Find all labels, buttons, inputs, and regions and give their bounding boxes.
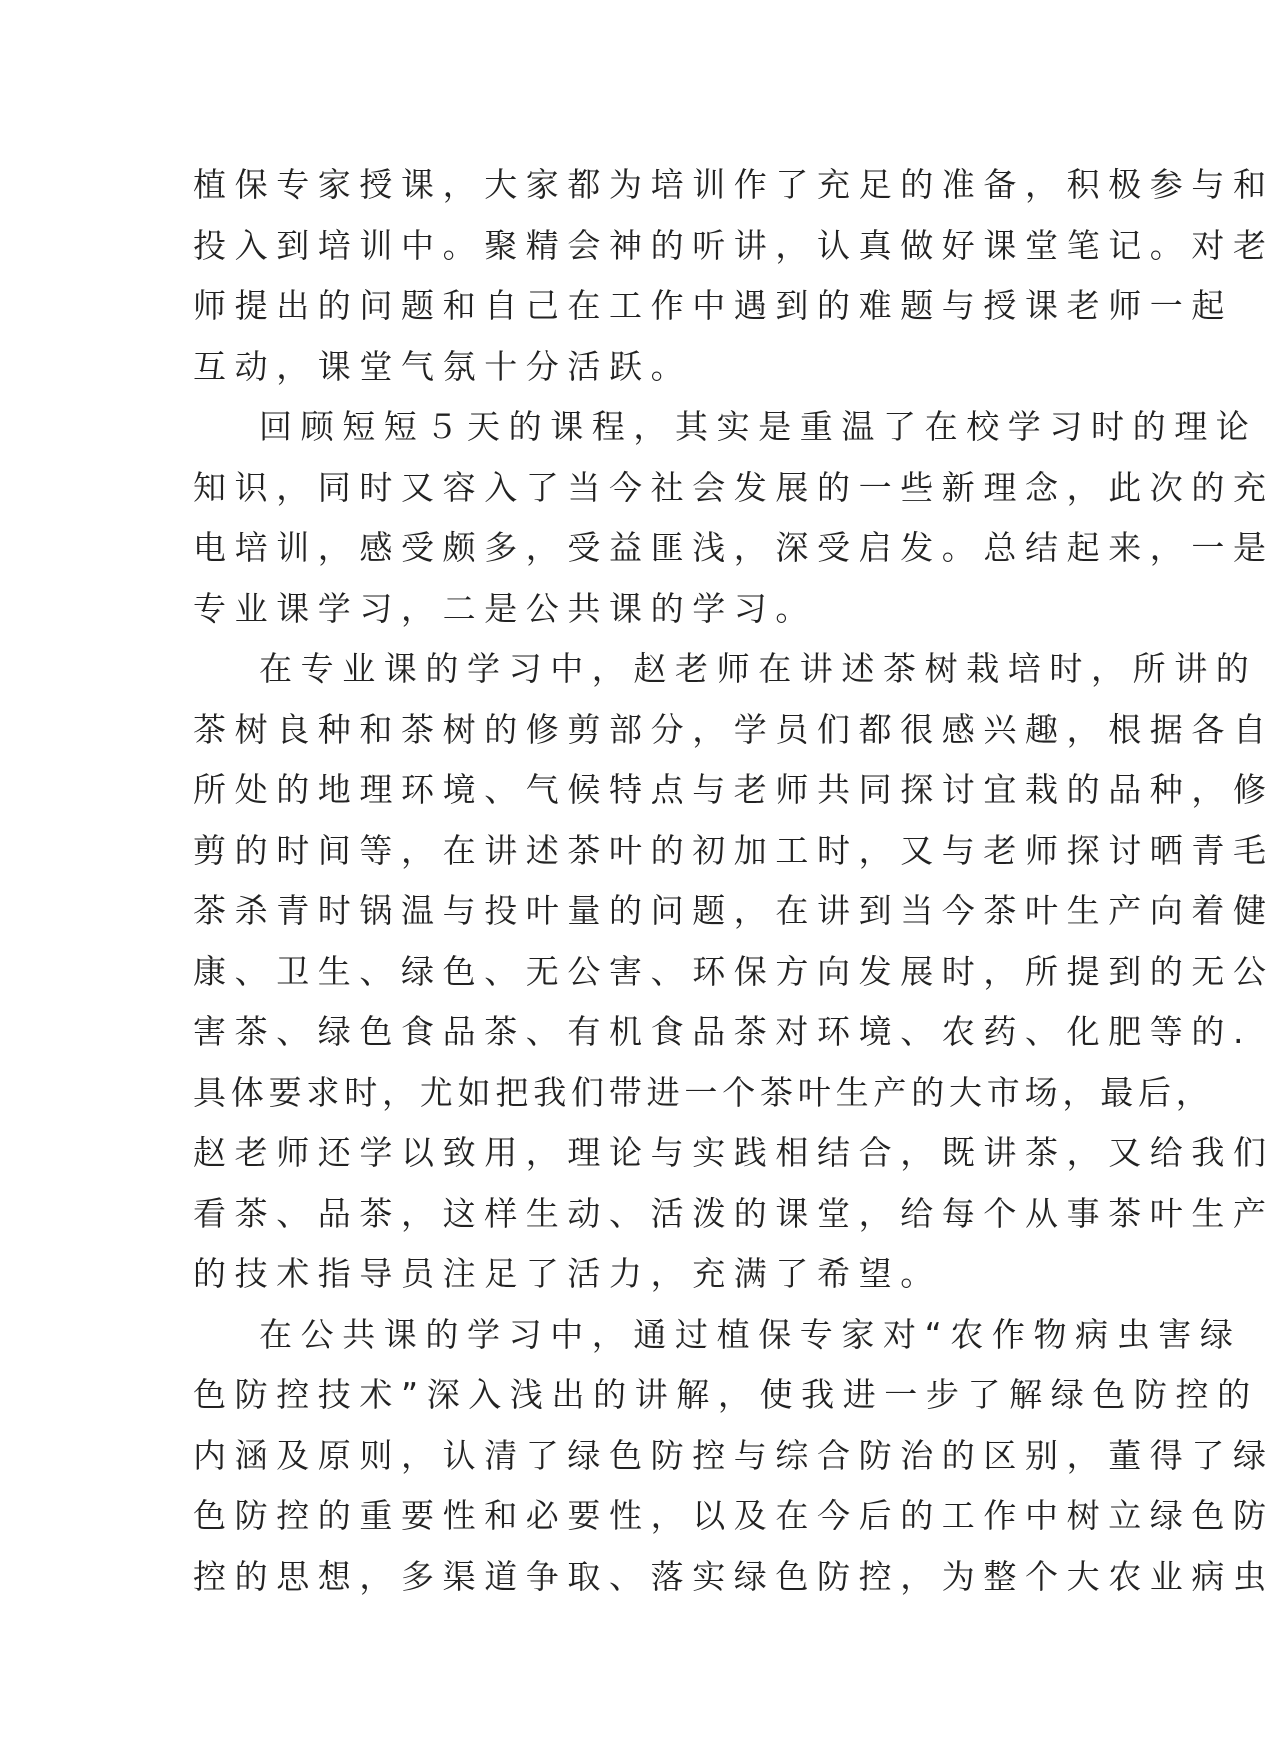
paragraph-first-line: 回顾短短５天的课程，其实是重温了在校学习时的理论: [259, 407, 1258, 446]
text-line: 互动，课堂气氛十分活跃。: [193, 346, 693, 386]
text-line: 茶树良种和茶树的修剪部分，学员们都很感兴趣，根据各自: [193, 709, 1275, 749]
paragraph-first-line: 在公共课的学习中，通过植保专家对“农作物病虫害绿: [259, 1314, 1242, 1354]
text-line: 看茶、品茶，这样生动、活泼的课堂，给每个从事茶叶生产: [193, 1193, 1275, 1233]
document-body: [193, 155, 1275, 1607]
text-line: 色防控的重要性和必要性，以及在今后的工作中树立绿色防: [193, 1496, 1275, 1535]
text-line: 植保专家授课，大家都为培训作了充足的准备，积极参与和: [193, 165, 1275, 204]
text-line: 康、卫生、绿色、无公害、环保方向发展时，所提到的无公: [193, 951, 1275, 991]
text-line: 师提出的问题和自己在工作中遇到的难题与授课老师一起: [193, 286, 1233, 325]
text-line: 专业课学习，二是公共课的学习。: [193, 588, 817, 628]
paragraph-first-line: 在专业课的学习中，赵老师在讲述茶树栽培时，所讲的: [259, 649, 1258, 688]
text-line: 剪的时间等，在讲述茶叶的初加工时，又与老师探讨晒青毛: [193, 830, 1275, 870]
text-line: 色防控技术”深入浅出的讲解，使我进一步了解绿色防控的: [193, 1375, 1259, 1414]
text-line: 具体要求时，尤如把我们带进一个茶叶生产的大市场，最后，: [193, 1072, 1214, 1112]
text-line: 内涵及原则，认清了绿色防控与综合防治的区别，董得了绿: [193, 1435, 1275, 1475]
text-line: 的技术指导员注足了活力，充满了希望。: [193, 1254, 942, 1293]
text-line: 投入到培训中。聚精会神的听讲，认真做好课堂笔记。对老: [193, 225, 1275, 265]
text-line: 控的思想，多渠道争取、落实绿色防控，为整个大农业病虫: [193, 1556, 1275, 1596]
text-line: 电培训，感受颇多，受益匪浅，深受启发。总结起来，一是: [193, 528, 1275, 567]
text-line: 茶杀青时锅温与投叶量的问题，在讲到当今茶叶生产向着健: [193, 891, 1275, 930]
text-line: 知识，同时又容入了当今社会发展的一些新理念，此次的充: [193, 467, 1275, 507]
text-line: 赵老师还学以致用，理论与实践相结合，既讲茶，又给我们: [193, 1133, 1275, 1172]
text-line: 害茶、绿色食品茶、有机食品茶对环境、农药、化肥等的.: [193, 1012, 1253, 1051]
text-line: 所处的地理环境、气候特点与老师共同探讨宜栽的品种，修: [193, 770, 1275, 809]
